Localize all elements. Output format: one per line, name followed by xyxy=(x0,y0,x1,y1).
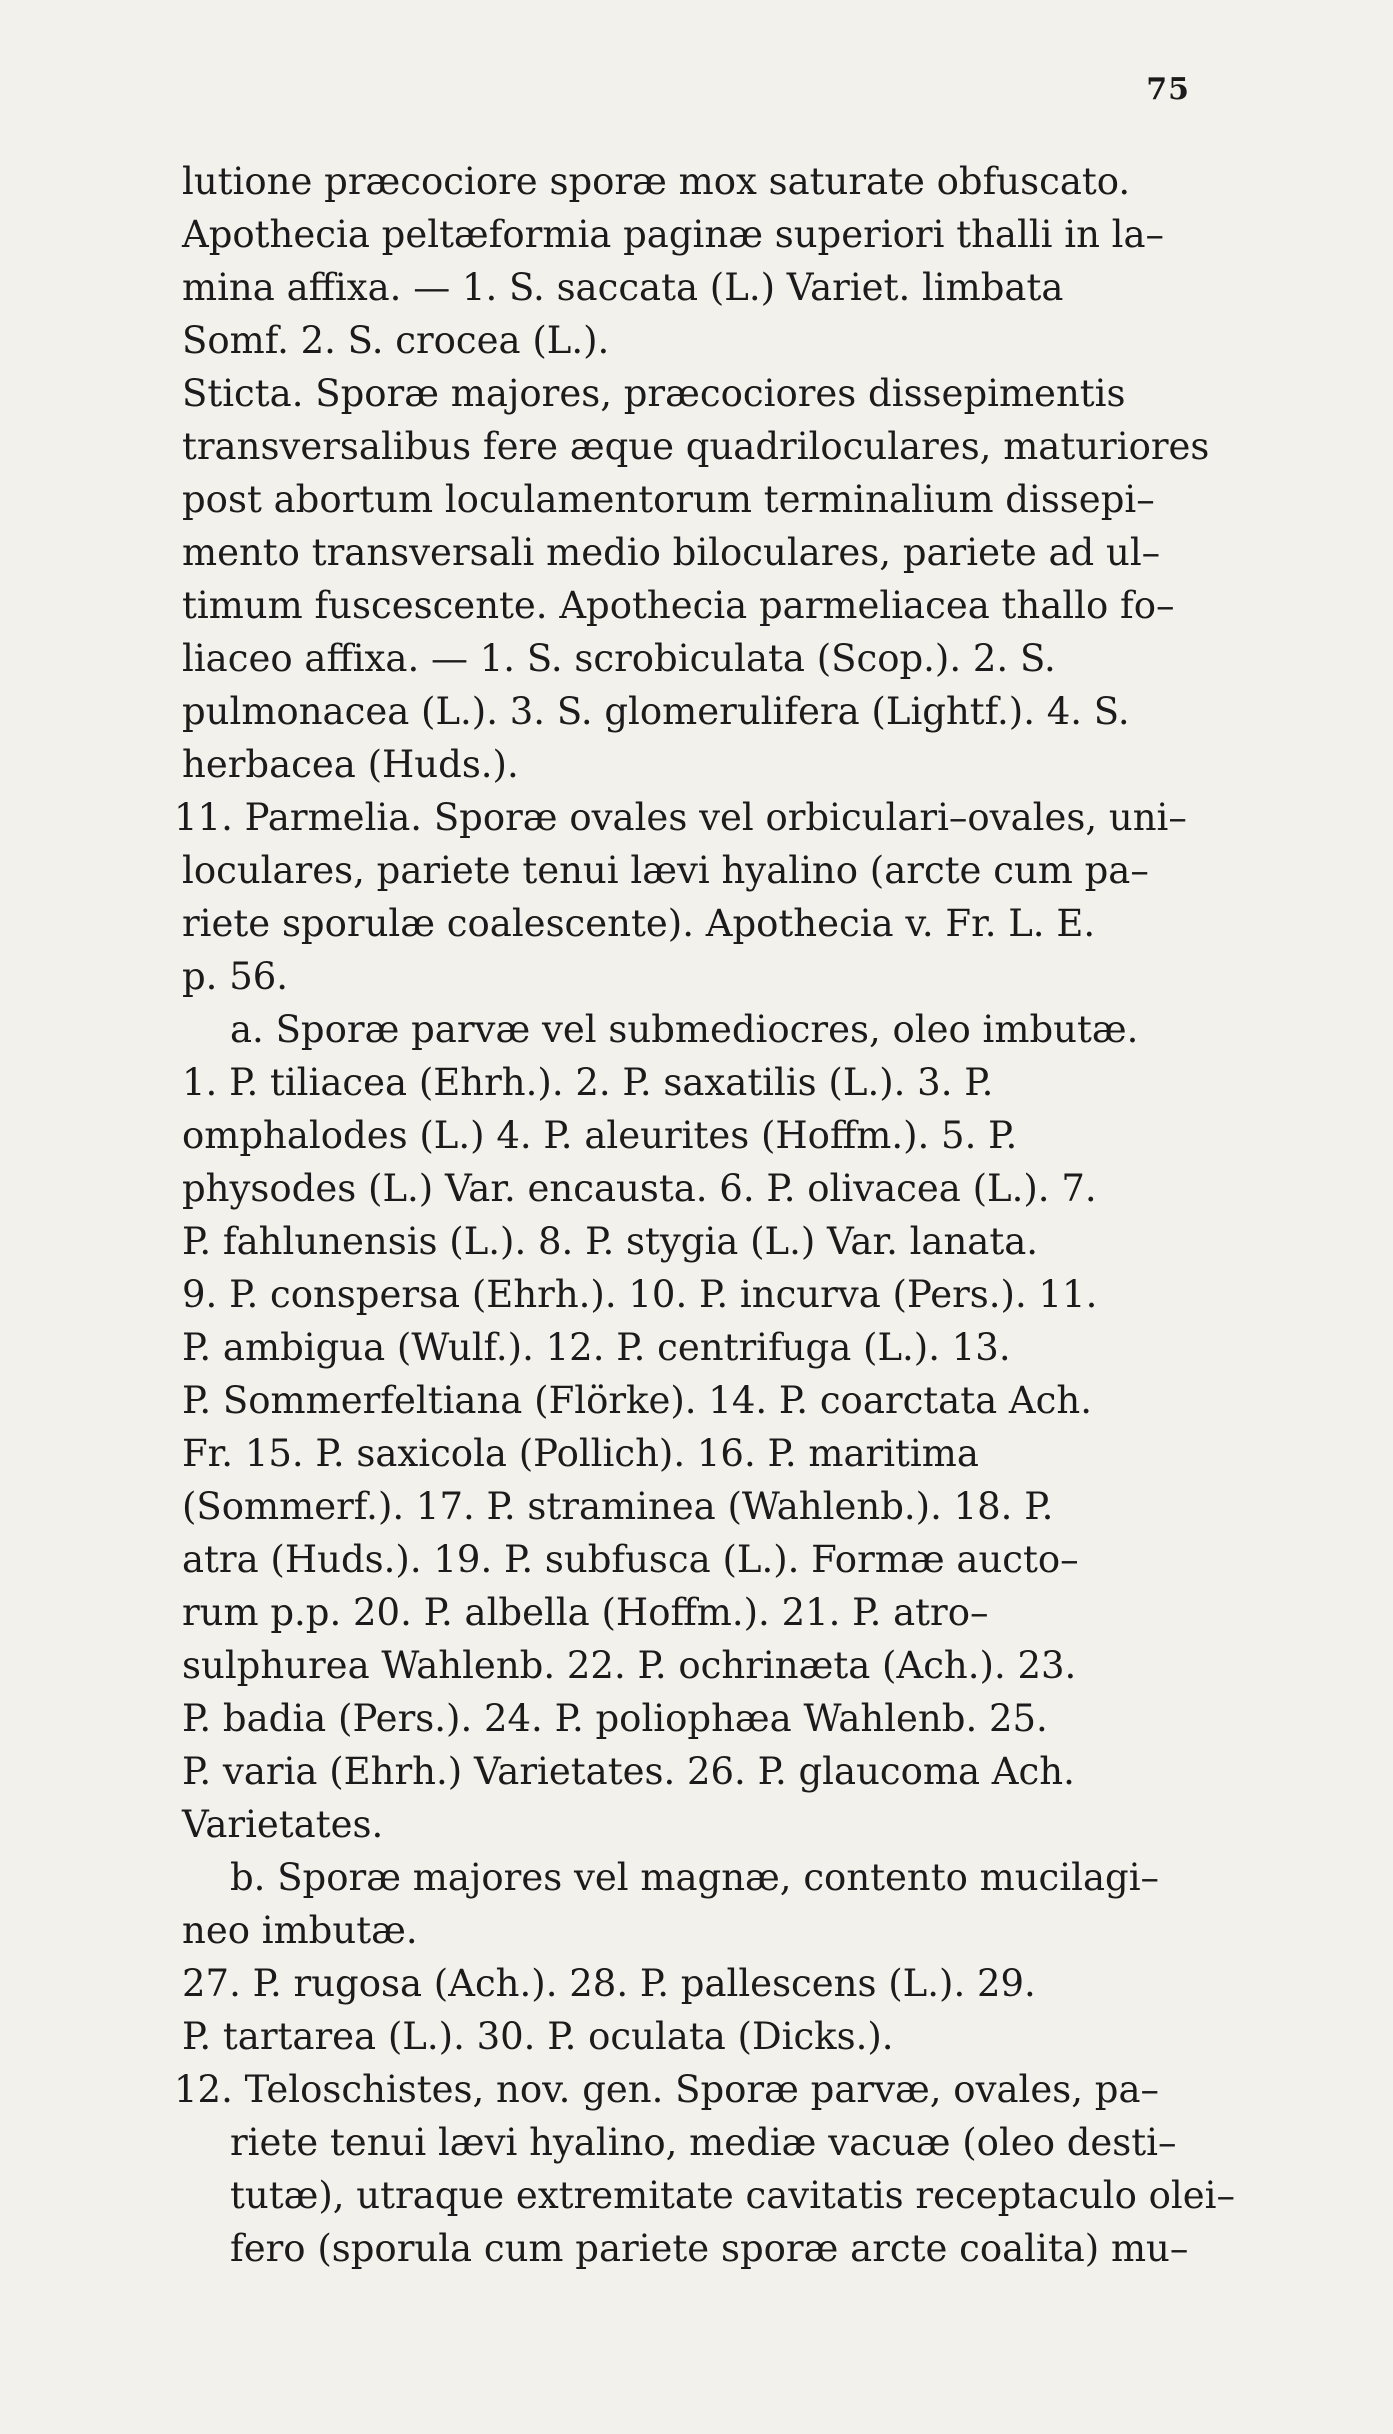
text-line: pulmonacea (L.). 3. S. glomerulifera (Lightf.). 4. S. xyxy=(182,690,1130,733)
text-line: Apothecia peltæformia paginæ superiori thalli in la– xyxy=(182,213,1165,256)
text-line: Fr. 15. P. saxicola (Pollich). 16. P. maritima xyxy=(182,1432,979,1475)
text-line: transversalibus fere æque quadriloculares, maturiores xyxy=(182,425,1210,468)
text-line: timum fuscescente. Apothecia parmeliacea thallo fo– xyxy=(182,584,1175,627)
text-line: tutæ), utraque extremitate cavitatis receptaculo olei– xyxy=(230,2174,1235,2217)
text-line: lutione præcociore sporæ mox saturate obfuscato. xyxy=(182,160,1131,203)
text-line: (Sommerf.). 17. P. straminea (Wahlenb.). 18. P. xyxy=(182,1485,1054,1528)
section-heading-sticta: Sticta. Sporæ majores, præcociores dissepimentis xyxy=(182,372,1126,415)
page-body xyxy=(174,155,1235,2275)
text-line: P. tartarea (L.). 30. P. oculata (Dicks.). xyxy=(182,2015,894,2058)
text-line: post abortum loculamentorum terminalium dissepi– xyxy=(182,478,1155,521)
text-line: omphalodes (L.) 4. P. aleurites (Hoffm.). 5. P. xyxy=(182,1114,1018,1157)
text-line: P. varia (Ehrh.) Varietates. 26. P. glaucoma Ach. xyxy=(182,1750,1075,1793)
text-line: mina affixa. — 1. S. saccata (L.) Variet. limbata xyxy=(182,266,1064,309)
text-line: Somf. 2. S. crocea (L.). xyxy=(182,319,610,362)
text-line: loculares, pariete tenui lævi hyalino (arcte cum pa– xyxy=(182,849,1149,892)
text-line: riete tenui lævi hyalino, mediæ vacuæ (oleo desti– xyxy=(230,2121,1177,2164)
text-line: P. badia (Pers.). 24. P. poliophæa Wahlenb. 25. xyxy=(182,1697,1048,1740)
text-line: fero (sporula cum pariete sporæ arcte coalita) mu– xyxy=(230,2227,1189,2270)
text-line: P. ambigua (Wulf.). 12. P. centrifuga (L.). 13. xyxy=(182,1326,1011,1369)
text-line: P. fahlunensis (L.). 8. P. stygia (L.) Var. lanata. xyxy=(182,1220,1039,1263)
subsection-a: a. Sporæ parvæ vel submediocres, oleo imbutæ. xyxy=(230,1008,1139,1051)
text-line: physodes (L.) Var. encausta. 6. P. olivacea (L.). 7. xyxy=(182,1167,1097,1210)
text-line: neo imbutæ. xyxy=(182,1909,418,1952)
text-line: P. Sommerfeltiana (Flörke). 14. P. coarctata Ach. xyxy=(182,1379,1092,1422)
page-number: 75 xyxy=(1146,72,1190,107)
text-line: 1. P. tiliacea (Ehrh.). 2. P. saxatilis (L.). 3. P. xyxy=(182,1061,994,1104)
section-heading-teloschistes: 12. Teloschistes, nov. gen. Sporæ parvæ, ovales, pa– xyxy=(174,2068,1160,2111)
subsection-b: b. Sporæ majores vel magnæ, contento mucilagi– xyxy=(230,1856,1160,1899)
text-line: Varietates. xyxy=(182,1803,384,1846)
section-heading-parmelia: 11. Parmelia. Sporæ ovales vel orbiculari–ovales, uni– xyxy=(174,796,1187,839)
text-line: mento transversali medio biloculares, pariete ad ul– xyxy=(182,531,1161,574)
text-line: liaceo affixa. — 1. S. scrobiculata (Scop.). 2. S. xyxy=(182,637,1056,680)
text-line: herbacea (Huds.). xyxy=(182,743,519,786)
text-line: 27. P. rugosa (Ach.). 28. P. pallescens (L.). 29. xyxy=(182,1962,1036,2005)
text-line: riete sporulæ coalescente). Apothecia v. Fr. L. E. xyxy=(182,902,1096,945)
text-line: p. 56. xyxy=(182,955,289,998)
text-line: sulphurea Wahlenb. 22. P. ochrinæta (Ach.). 23. xyxy=(182,1644,1077,1687)
text-line: 9. P. conspersa (Ehrh.). 10. P. incurva (Pers.). 11. xyxy=(182,1273,1098,1316)
text-line: rum p.p. 20. P. albella (Hoffm.). 21. P. atro– xyxy=(182,1591,989,1634)
text-line: atra (Huds.). 19. P. subfusca (L.). Formæ aucto– xyxy=(182,1538,1079,1581)
